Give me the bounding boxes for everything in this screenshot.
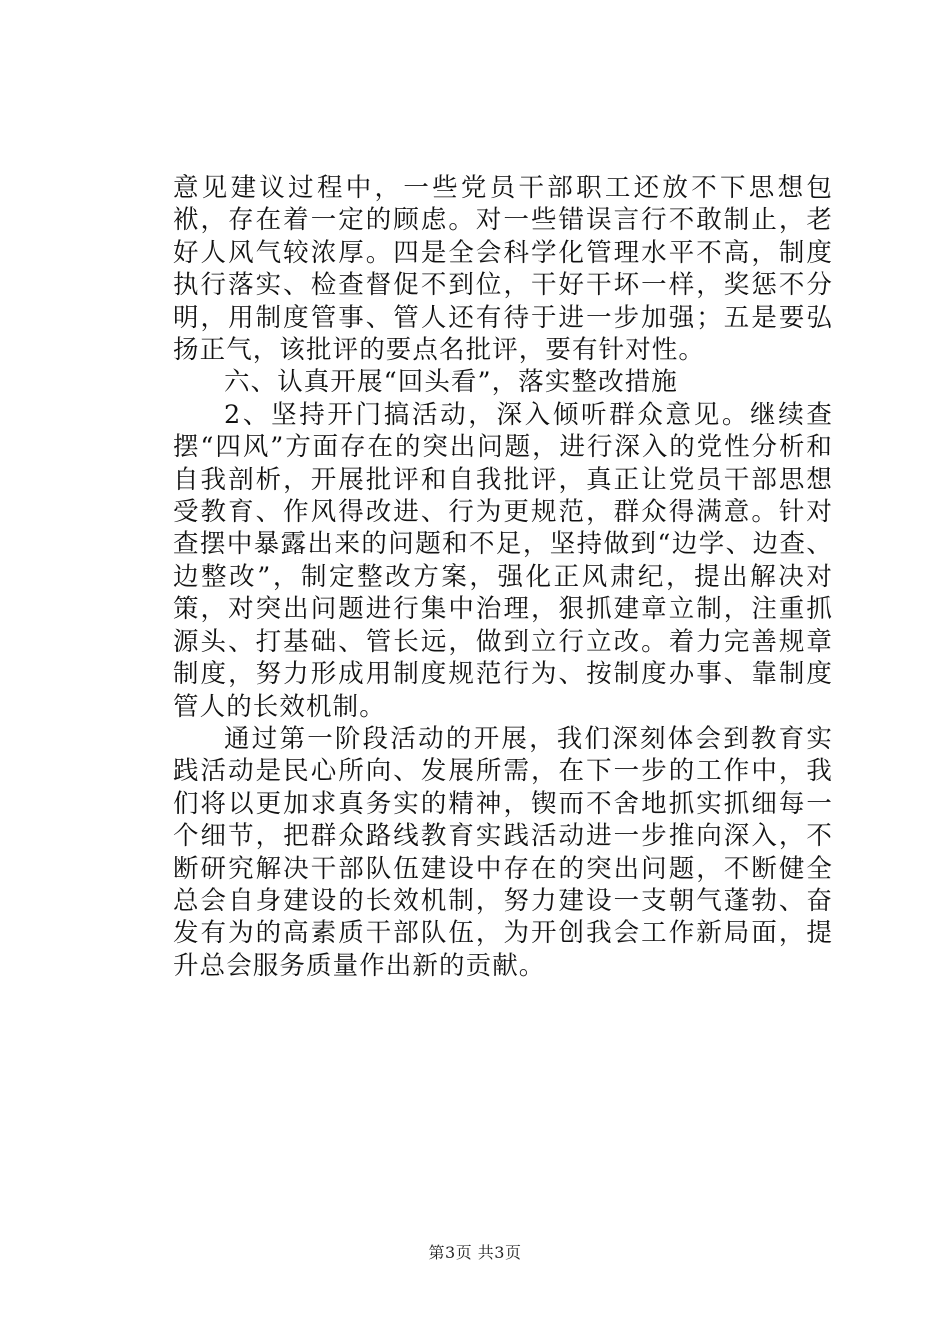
section-heading: 六、认真开展“回头看”，落实整改措施 [224,367,678,398]
paragraph-continuation: 意见建议过程中，一些党员干部职工还放不下思想包袱，存在着一定的顾虑。对一些错误言行不敢制止，老好人风气较浓厚。四是全会科学化管理水平不高，制度执行落实、检查督促不到位，干好干坏一样，奖惩不分明，用制度管事、管人还有待于进一步加强；五是要弘扬正气，该批评的要点名批评，要有针对性。 [173,173,833,366]
page-number-footer: 第3页 共3页 [428,1243,522,1262]
paragraph-conclusion: 通过第一阶段活动的开展，我们深刻体会到教育实践活动是民心所向、发展所需，在下一步的工作中，我们将以更加求真务实的精神，锲而不舍地抓实抓细每一个细节，把群众路线教育实践活动进一步推向深入，不断研究解决干部队伍建设中存在的突出问题，不断健全总会自身建设的长效机制，努力建设一支朝气蓬勃、奋发有为的高素质干部队伍，为开创我会工作新局面，提升总会服务质量作出新的贡献。 [173,723,833,981]
paragraph-item-2: 2、坚持开门搞活动，深入倾听群众意见。继续查摆“四风”方面存在的突出问题，进行深入的党性分析和自我剖析，开展批评和自我批评，真正让党员干部思想受教育、作风得改进、行为更规范，群众得满意。针对查摆中暴露出来的问题和不足，坚持做到“边学、边查、边整改”，制定整改方案，强化正风肃纪，提出解决对策，对突出问题进行集中治理，狠抓建章立制，注重抓源头、打基础、管长远，做到立行立改。着力完善规章制度，努力形成用制度规范行为、按制度办事、靠制度管人的长效机制。 [173,399,833,722]
document-body [173,172,833,982]
